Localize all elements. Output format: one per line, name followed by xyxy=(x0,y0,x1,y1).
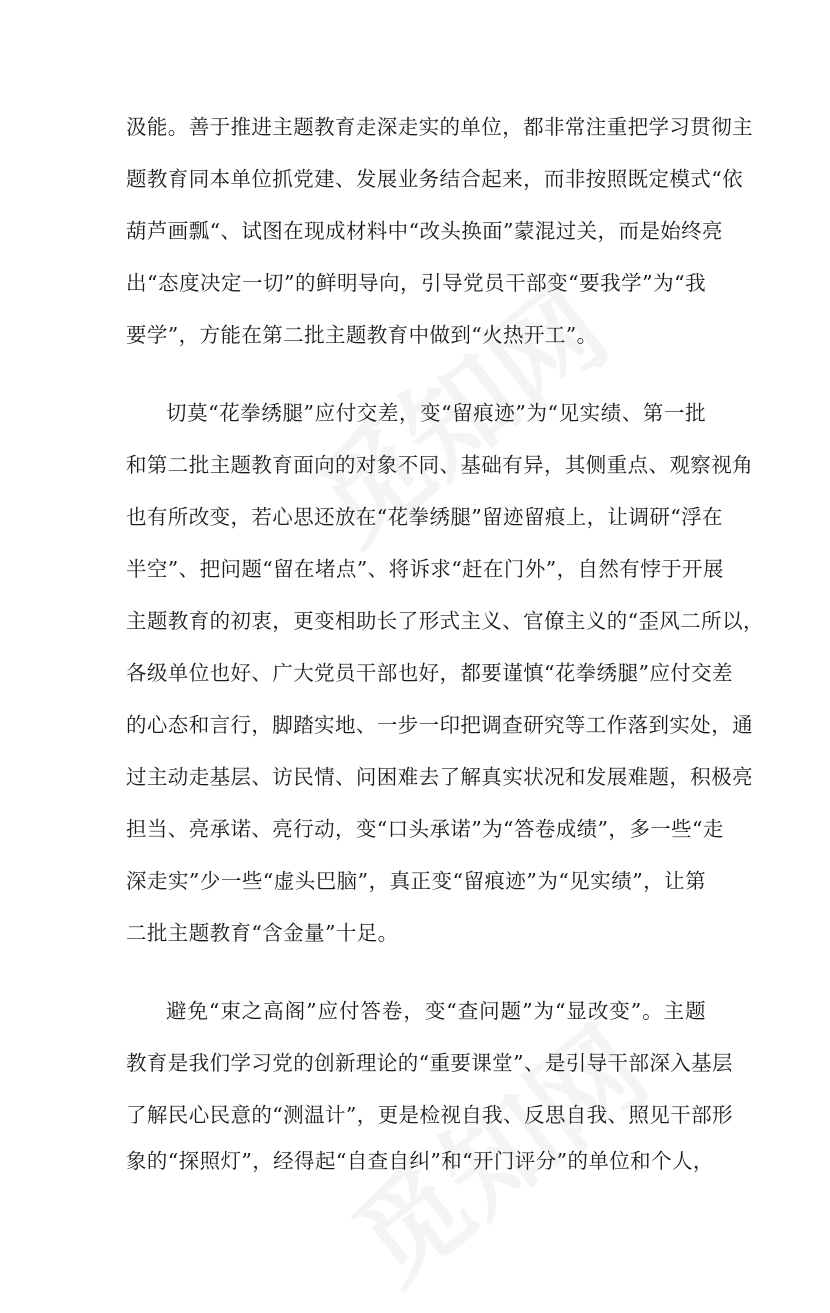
text-line: 了解民心民意的“测温计”，更是检视自我、反思自我、照见干部形 xyxy=(126,1103,733,1127)
text-line: 担当、亮承诺、亮行动，变“口头承诺”为“答卷成绩”，多一些“走 xyxy=(126,817,724,841)
text-line: 汲能。善于推进主题教育走深走实的单位，都非常注重把学习贯彻主 xyxy=(126,115,753,139)
text-line: 象的“探照灯”，经得起“自查自纠”和“开门评分”的单位和个人， xyxy=(126,1149,714,1173)
text-line: 切莫“花拳绣腿”应付交差，变“留痕迹”为“见实绩、第一批 xyxy=(166,401,706,425)
text-line: 深走实”少一些“虚头巴脑”，真正变“留痕迹”为“见实绩”，让第 xyxy=(126,869,706,893)
text-line: 主题教育的初衷，更变相助长了形式主义、官僚主义的“歪风二所以， xyxy=(126,609,764,633)
text-line: 半空”、把问题“留在堵点”、将诉求“赶在门外”，自然有悖于开展 xyxy=(126,557,724,581)
text-line: 的心态和言行，脚踏实地、一步一印把调查研究等工作落到实处，通 xyxy=(126,713,753,737)
text-line: 各级单位也好、广大党员干部也好，都要谨慎“花拳绣腿”应付交差 xyxy=(126,661,733,685)
text-line: 也有所改变，若心思还放在“花拳绣腿”留迹留痕上，让调研“浮在 xyxy=(126,505,723,529)
text-line: 和第二批主题教育面向的对象不同、基础有异，其侧重点、观察视角 xyxy=(126,453,753,477)
text-line: 避免“束之高阁”应付答卷，变“查问题”为“显改变”。主题 xyxy=(166,999,706,1023)
text-line: 二批主题教育“含金量”十足。 xyxy=(126,921,399,945)
text-line: 题教育同本单位抓党建、发展业务结合起来，而非按照既定模式“依 xyxy=(126,167,743,191)
text-line: 过主动走基层、访民情、问困难去了解真实状况和发展难题，积极亮 xyxy=(126,765,753,789)
text-line: 要学”，方能在第二批主题教育中做到“火热开工”。 xyxy=(126,323,598,347)
text-line: 葫芦画瓢“、试图在现成材料中“改头换面”蒙混过关，而是始终亮 xyxy=(126,219,723,243)
text-line: 出“态度决定一切”的鲜明导向，引导党员干部变“要我学”为“我 xyxy=(126,271,706,295)
text-line: 教育是我们学习党的创新理论的“重要课堂”、是引导干部深入基层 xyxy=(126,1051,733,1075)
